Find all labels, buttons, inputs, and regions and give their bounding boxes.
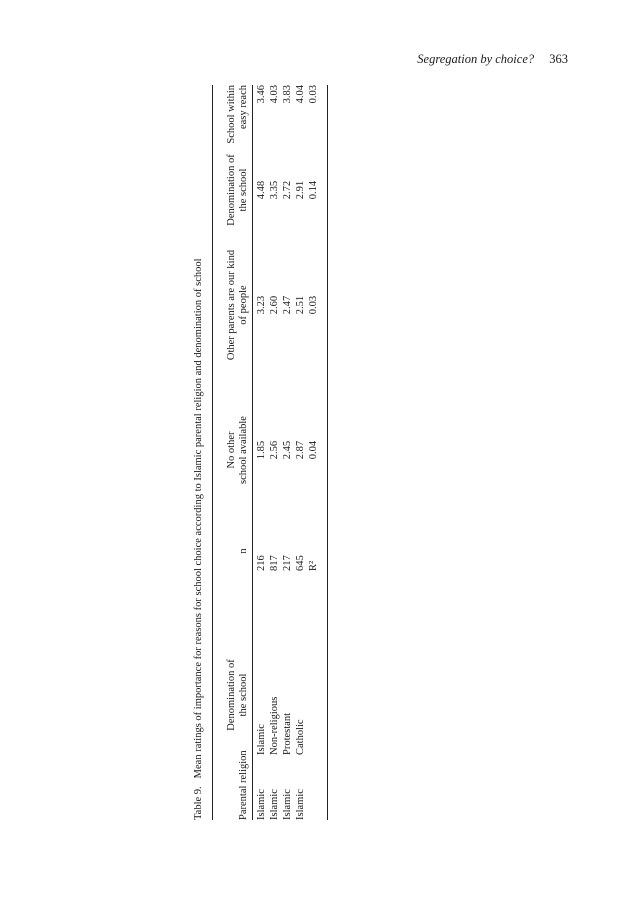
cell-within-reach: 3.83 [282, 85, 293, 104]
header-parental-religion-text: Parental religion [238, 750, 249, 820]
cell-denom-school: 2.91 [295, 180, 306, 200]
table-caption-text: Mean ratings of importance for reasons for school choice according to Islamic parental religion and denomination of school [193, 258, 204, 779]
cell-within-reach: 3.46 [256, 85, 267, 104]
cell-denomination: Catholic [295, 719, 306, 755]
header-no-other-line1: No other [226, 431, 237, 469]
table-bottom-rule [327, 85, 328, 820]
table-label: Table 9. [193, 786, 204, 820]
cell-no-other: 2.45 [282, 440, 293, 460]
cell-denom-school: 4.48 [256, 180, 267, 200]
cell-no-other: 1.85 [256, 440, 267, 460]
header-denomination-of-school [216, 150, 250, 230]
table-header-rule [252, 85, 253, 820]
cell-religion: Islamic [295, 789, 306, 820]
cell-no-other: 0.04 [308, 440, 319, 460]
cell-r-squared-label: R² [308, 560, 319, 571]
cell-no-other: 2.56 [269, 440, 280, 460]
cell-denom-school: 3.35 [269, 180, 280, 200]
cell-no-other: 2.87 [295, 440, 306, 460]
cell-denom-school: 0.14 [308, 180, 319, 200]
header-denomination-line1: Denomination of [226, 659, 237, 731]
cell-n: 216 [256, 555, 267, 571]
cell-n: 217 [282, 555, 293, 571]
cell-other-parents: 2.47 [282, 295, 293, 315]
header-within-reach [216, 85, 250, 145]
cell-religion: Islamic [269, 789, 280, 820]
header-denomination-line2: the school [238, 673, 249, 717]
header-other-parents-line1: Other parents are our kind [226, 249, 237, 361]
rotated-table [190, 85, 340, 820]
header-other-parents-line2: of people [238, 285, 249, 325]
cell-other-parents: 2.51 [295, 295, 306, 315]
cell-within-reach: 4.04 [295, 85, 306, 104]
cell-religion: Islamic [256, 789, 267, 820]
header-parental-religion [216, 750, 250, 820]
header-denom-school-line2: the school [238, 168, 249, 212]
cell-denomination: Islamic [256, 724, 267, 755]
cell-within-reach: 4.03 [269, 85, 280, 104]
header-no-other-line2: school available [238, 416, 249, 484]
cell-other-parents: 2.60 [269, 295, 280, 315]
header-within-reach-line2: easy reach [238, 85, 249, 130]
cell-other-parents: 3.23 [256, 295, 267, 315]
page-number: 363 [549, 52, 568, 66]
running-head [417, 52, 568, 67]
cell-n: 645 [295, 555, 306, 571]
table-caption [190, 85, 208, 820]
table-top-rule [212, 85, 213, 820]
header-n-text: n [238, 548, 249, 554]
cell-other-parents: 0.03 [308, 295, 319, 315]
header-other-parents [216, 245, 250, 365]
cell-denom-school: 2.72 [282, 180, 293, 200]
header-no-other-school [216, 395, 250, 505]
header-denomination [216, 635, 250, 755]
cell-within-reach: 0.03 [308, 85, 319, 104]
cell-denomination: Non-religious [269, 696, 280, 755]
header-n [216, 531, 250, 571]
cell-denomination: Protestant [282, 713, 293, 755]
running-head-title: Segregation by choice? [417, 52, 535, 66]
header-within-reach-line1: School within [226, 85, 237, 144]
header-denom-school-line1: Denomination of [226, 154, 237, 226]
cell-n: 817 [269, 555, 280, 571]
cell-religion: Islamic [282, 789, 293, 820]
